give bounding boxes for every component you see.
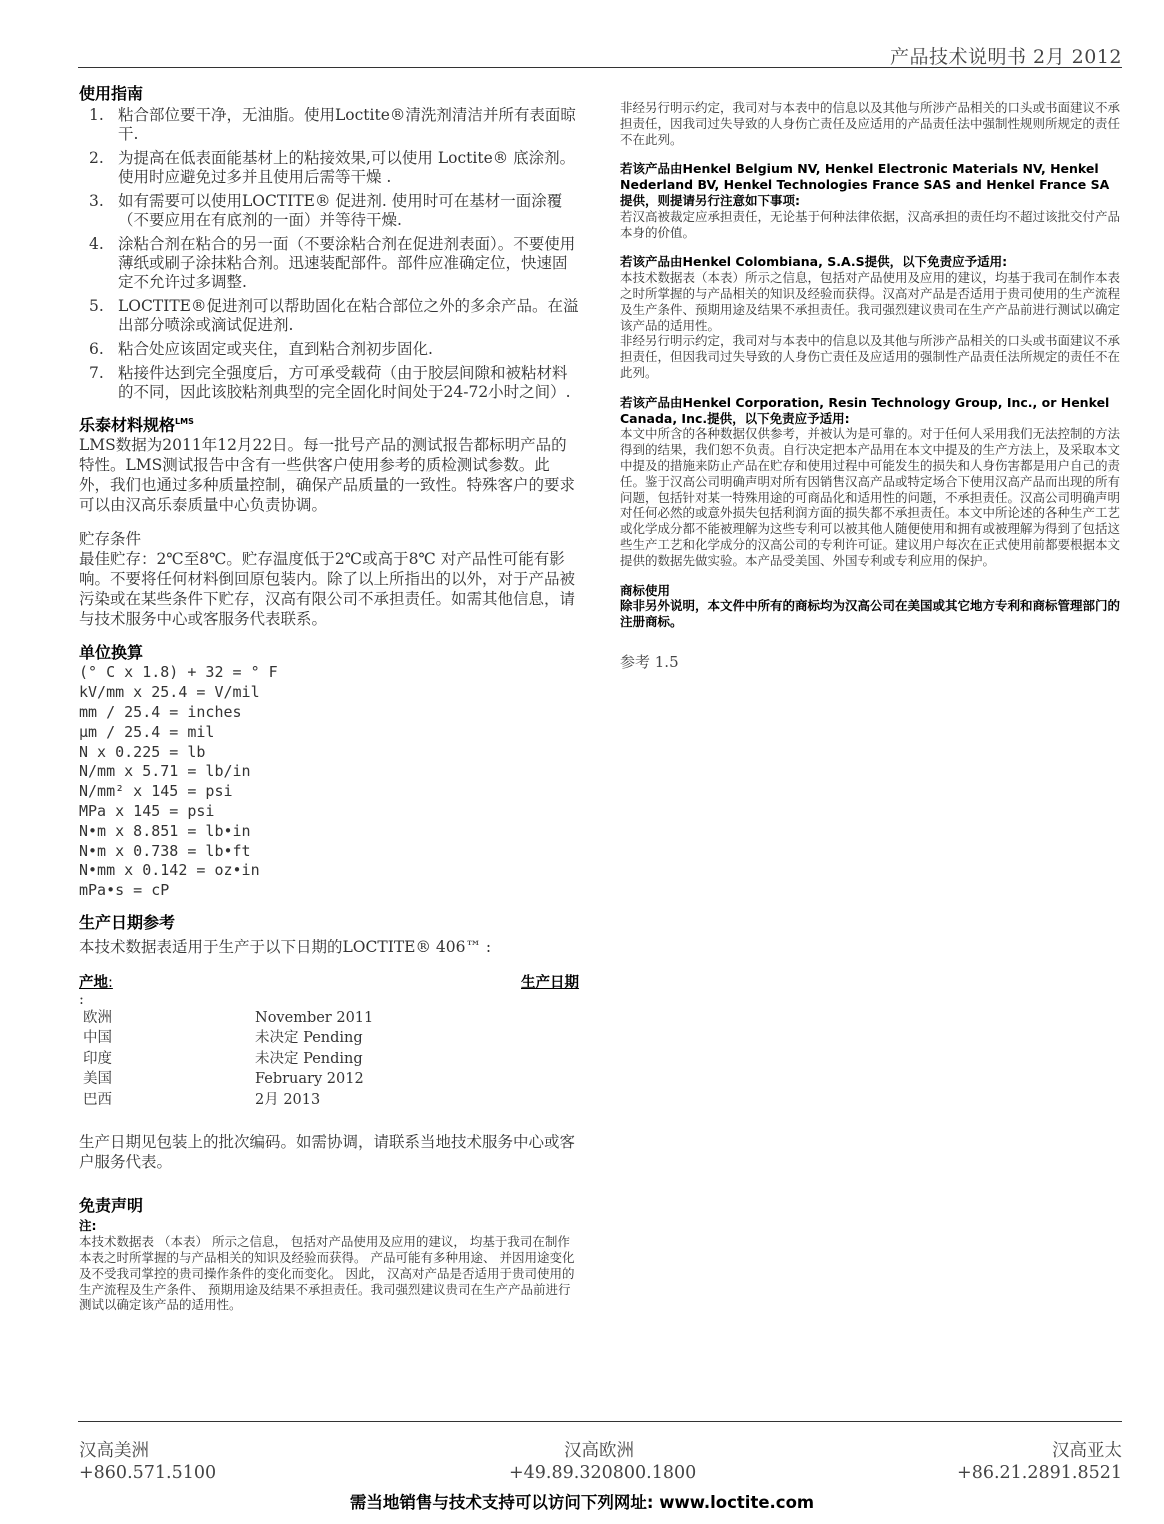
usage-step: 5. LOCTITE®促进剂可以帮助固化在粘合部位之外的多余产品。在溢出部分喷涂或滴试促进剂. (89, 297, 579, 334)
production-heading: 生产日期参考 (79, 912, 176, 932)
conversion-line: µm / 25.4 = mil (79, 722, 215, 741)
henkel-corporation-title: 若该产品由Henkel Corporation, Resin Technology Group, Inc., or Henkel Canada, Inc.提供，以下免责应予适用: (620, 394, 1110, 426)
conversion-line: MPa x 145 = psi (79, 801, 215, 820)
trademark-title: 商标使用 (620, 582, 671, 598)
conversion-line: N•mm x 0.142 = oz•in (79, 861, 260, 880)
storage-text: 最佳贮存：2℃至8℃。贮存温度低于2℃或高于8℃ 对产品性可能有影响。不要将任何材料倒回原包装内。除了以上所指出的以外，对于产品被污染或在某些条件下贮存，汉高有限公司不承担责任。如需其他信息，请与技术服务中心或客服务代表联系。 (79, 550, 576, 629)
conversion-line: N x 0.225 = lb (79, 742, 206, 761)
header-title: 产品技术说明书 2月 2012 (889, 46, 1122, 68)
henkel-europe-text: 若汉高被裁定应承担责任，无论基于何种法律依据，汉高承担的责任均不超过该批交付产品本身的价值。 (620, 208, 1121, 240)
henkel-colombiana-text-2: 非经另行明示约定，我司对与本表中的信息以及其他与所涉产品相关的口头或书面建议不承担责任，但因我司过失导致的人身伤亡责任及应适用的强制性产品责任法所规定的责任不在此列。 (620, 333, 1121, 380)
footer-europe (509, 1440, 697, 1484)
conversion-line: N•m x 0.738 = lb•ft (79, 841, 251, 860)
conversion-line: N•m x 8.851 = lb•in (79, 821, 251, 840)
disclaimer-text: 本技术数据表 （本表） 所示之信息， 包括对产品使用及应用的建议， 均基于我司在制作本表之时所掌握的与产品相关的知识及经验而获得。 产品可能有多种用途、 并因用途变化及不受我司掌控的贵司操作条件的变化而变化。 因此， 汉高对产品是否适用于贵司使用的生产流程及生产条件、 预期用途及结果不承担责任。我司强烈建议贵司在生产产品前进行测试以确定该产品的适用性。 (79, 1234, 575, 1313)
usage-step: 1. 粘合部位要干净，无油脂。使用Loctite®清洗剂清洁并所有表面晾干. (89, 106, 576, 143)
usage-step: 2. 为提高在低表面能基材上的粘接效果,可以使用 Loctite® 底涂剂。使用时应避免过多并且使用后需等干燥 . (89, 149, 576, 186)
europe-name: 汉高欧洲 (564, 1441, 634, 1461)
conversion-line: mm / 25.4 = inches (79, 702, 242, 721)
disclaimer-note-label: 注: (79, 1218, 97, 1234)
col-date: 生产日期 (521, 974, 579, 991)
liability-paragraph: 非经另行明示约定，我司对与本表中的信息以及其他与所涉产品相关的口头或书面建议不承担责任，因我司过失导致的人身伤亡责任及应适用的产品责任法中强制性规则所规定的责任不在此列。 (620, 100, 1121, 147)
asia-phone: +86.21.2891.8521 (957, 1463, 1122, 1483)
americas-name: 汉高美洲 (79, 1441, 149, 1461)
col-site: 产地: (79, 974, 113, 991)
usage-steps (79, 106, 579, 402)
lms-text: LMS数据为2011年12月22日。每一批号产品的测试报告都标明产品的特性。LMS测试报告中含有一些供客户使用参考的质检测试参数。此外，我们也通过多种质量控制，确保产品质量的一致性。特殊客户的要求可以由汉高乐泰质量中心负责协调。 (79, 436, 576, 515)
asia-name: 汉高亚太 (1052, 1441, 1122, 1461)
footer-website-note: 需当地销售与技术支持可以访问下列网址: www.loctite.com (349, 1493, 815, 1512)
europe-phone: +49.89.320800.1800 (509, 1463, 697, 1483)
conversion-line: N/mm x 5.71 = lb/in (79, 762, 251, 781)
conversion-line: kV/mm x 25.4 = V/mil (79, 683, 260, 702)
footer-americas (79, 1440, 216, 1484)
footer-asia (957, 1440, 1122, 1484)
henkel-europe-title: 若该产品由Henkel Belgium NV, Henkel Electronic Materials NV, Henkel Nederland BV, Henkel Technologies France SAS and Henkel France SA 提供，则提请另行注意如下事项: (620, 161, 1110, 208)
footer-divider (78, 1421, 1122, 1422)
usage-step: 3. 如有需要可以使用LOCTITE® 促进剂. 使用时可在基材一面涂覆（不要应用在有底剂的一面）并等待干燥. (89, 192, 563, 229)
trademark-text: 除非另外说明，本文件中所有的商标均为汉高公司在美国或其它地方专利和商标管理部门的注册商标。 (620, 598, 1121, 630)
lms-superscript: LMS (175, 417, 194, 426)
table-row: 美国 February 2012 (83, 1071, 364, 1088)
lms-heading: 乐泰材料规格$^{LMS}$ (79, 415, 194, 435)
units-heading: 单位换算 (79, 643, 144, 663)
left-column (79, 84, 579, 1313)
storage-heading: 贮存条件 (79, 530, 142, 549)
usage-step: 4. 涂粘合剂在粘合的另一面（不要涂粘合剂在促进剂表面）。不要使用薄纸或刷子涂抹粘合剂。迅速装配部件。部件应准确定位，快速固定不允许过多调整. (89, 235, 576, 291)
table-row: 欧洲 November 2011 (83, 1009, 374, 1026)
conversion-line: mPa•s = cP (79, 881, 170, 900)
table-row: 印度 未决定 Pending (83, 1050, 363, 1067)
americas-phone: +860.571.5100 (79, 1463, 217, 1483)
page-header (78, 42, 1122, 68)
table-header-row (79, 971, 579, 992)
disclaimer-heading: 免责声明 (79, 1196, 144, 1216)
usage-step: 6. 粘合处应该固定或夹住，直到粘合剂初步固化. (89, 340, 433, 358)
table-row: 中国 未决定 Pending (83, 1030, 363, 1047)
usage-step: 7. 粘接件达到完全强度后，方可承受载荷（由于胶层间隙和被粘材料的不同，因此该胶粘剂典型的完全固化时间处于24-72小时之间）. (89, 364, 571, 401)
right-column (620, 100, 1122, 672)
unit-conversions (79, 663, 579, 901)
henkel-colombiana-title: 若该产品由Henkel Colombiana, S.A.S提供，以下免责应予适用: (620, 254, 1008, 270)
usage-heading: 使用指南 (79, 84, 144, 103)
table-row: 巴西 2月 2013 (83, 1091, 321, 1108)
production-date-table (79, 971, 579, 1111)
henkel-colombiana-text: 本技术数据表（本表）所示之信息，包括对产品使用及应用的建议，均基于我司在制作本表之时所掌握的与产品相关的知识及经验而获得。汉高对产品是否适用于贵司使用的生产流程及生产条件、预期用途及结果不承担责任。我司强烈建议贵司在生产产品前进行测试以确定该产品的适用性。 (620, 270, 1121, 333)
henkel-corporation-text: 本文中所含的各种数据仅供参考，并被认为是可靠的。对于任何人采用我们无法控制的方法得到的结果，我们恕不负责。自行决定把本产品用在本文中提及的生产方法上，及采取本文中提及的措施来防止产品在贮存和使用过程中可能发生的损失和人身伤害都是用户自己的责任。鉴于汉高公司明确声明对所有因销售汉高产品或特定场合下使用汉高产品而出现的所有问题，包括针对某一特殊用途的可商品化和适用性的问题，不承担责任。汉高公司明确声明对任何必然的或意外损失包括利润方面的损失都不承担责任。本文中所论述的各种生产工艺或化学成分都不能被理解为这些专利可以被其他人随便使用和拥有或被理解为得到了包括这些生产工艺和化学成分的汉高公司的专利许可证。建议用户每次在正式使用前都要根据本文提供的数据先做实验。本产品受美国、外国专利或专利应用的保护。 (620, 426, 1121, 568)
reference-number: 参考 1.5 (620, 652, 679, 671)
production-intro: 本技术数据表适用于生产于以下日期的LOCTITE® 406™ : (79, 937, 492, 956)
conversion-line: N/mm² x 145 = psi (79, 782, 233, 801)
conversion-line: (° C x 1.8) + 32 = ° F (79, 663, 278, 682)
table-row: : (79, 991, 84, 1008)
production-note: 生产日期见包装上的批次编码。如需协调，请联系当地技术服务中心或客户服务代表。 (79, 1133, 576, 1172)
